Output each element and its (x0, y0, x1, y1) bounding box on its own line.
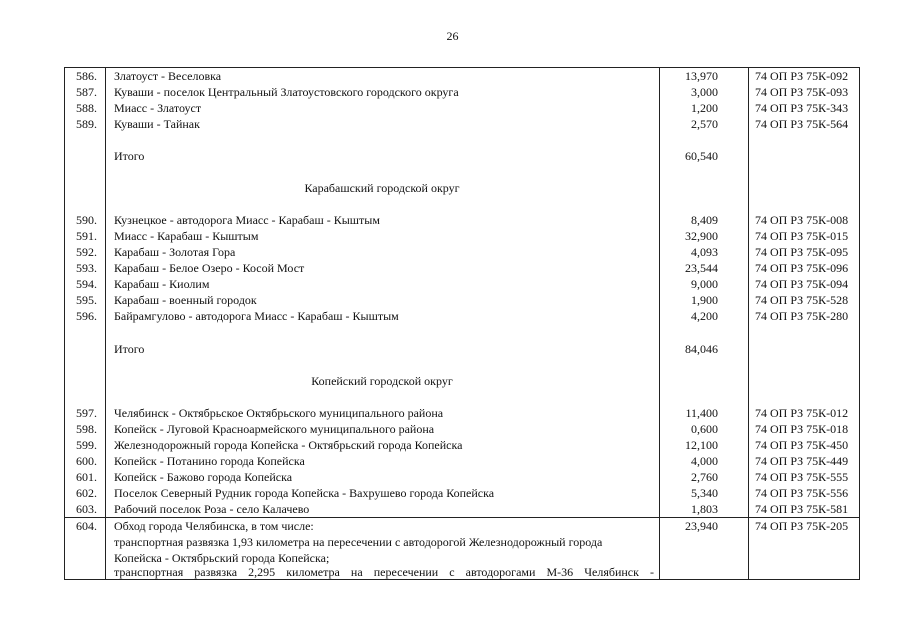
road-name: Златоуст - Веселовка (114, 69, 222, 83)
row-number: 586. (76, 69, 97, 83)
road-name: Карабаш - Золотая Гора (114, 245, 236, 259)
road-name: Байрамгулово - автодорога Миасс - Карабаш - Кыштым (114, 309, 399, 323)
road-name: Рабочий поселок Роза - село Калачево (114, 502, 310, 516)
road-length: 5,340 (691, 486, 718, 500)
road-length: 11,400 (685, 406, 718, 420)
road-length: 23,544 (685, 261, 718, 275)
table-row (65, 485, 859, 501)
table-row (65, 244, 859, 260)
table-row (65, 405, 859, 421)
row-number: 591. (76, 229, 97, 243)
road-name: Челябинск - Октябрьское Октябрьского муниципального района (114, 406, 444, 420)
road-code: 74 ОП РЗ 75К-018 (755, 422, 849, 436)
total-value: 84,046 (685, 342, 718, 356)
road-code: 74 ОП РЗ 75К-008 (755, 213, 849, 227)
row-number: 603. (76, 502, 97, 516)
road-code: 74 ОП РЗ 75К-205 (755, 519, 849, 533)
road-name: Карабаш - военный городок (114, 293, 257, 307)
table-row (65, 228, 859, 244)
road-name: Куваши - Тайнак (114, 117, 200, 131)
road-length: 4,200 (691, 309, 718, 323)
road-length: 9,000 (691, 277, 718, 291)
total-row (65, 148, 859, 164)
table-row (65, 518, 859, 534)
road-name: Карабаш - Киолим (114, 277, 210, 291)
page-number: 26 (446, 29, 459, 43)
row-number: 597. (76, 406, 97, 420)
row-number: 600. (76, 454, 97, 468)
road-name: Копейск - Бажово города Копейска (114, 470, 293, 484)
table-row (65, 100, 859, 116)
table-row (65, 84, 859, 100)
road-length: 12,100 (685, 438, 718, 452)
road-length: 8,409 (691, 213, 718, 227)
road-name: Карабаш - Белое Озеро - Косой Мост (114, 261, 305, 275)
sub-item-text: транспортная развязка 1,93 километра на пересечении с автодорогой Железнодорожный города (114, 535, 603, 549)
road-code: 74 ОП РЗ 75К-012 (755, 406, 849, 420)
road-name: Поселок Северный Рудник города Копейска - Вахрушево города Копейска (114, 486, 495, 500)
row-number: 602. (76, 486, 97, 500)
road-code: 74 ОП РЗ 75К-564 (755, 117, 849, 131)
road-length: 2,570 (691, 117, 718, 131)
road-length: 32,900 (685, 229, 718, 243)
table-row (65, 501, 859, 517)
road-code: 74 ОП РЗ 75К-556 (755, 486, 849, 500)
road-code: 74 ОП РЗ 75К-095 (755, 245, 849, 259)
total-label: Итого (114, 342, 145, 356)
row-number: 590. (76, 213, 97, 227)
section-title: Карабашский городской округ (304, 181, 460, 195)
road-code: 74 ОП РЗ 75К-581 (755, 502, 849, 516)
table-row (65, 68, 859, 84)
road-code: 74 ОП РЗ 75К-094 (755, 277, 849, 291)
row-number: 601. (76, 470, 97, 484)
total-row (65, 341, 859, 357)
table-row (65, 308, 859, 324)
road-length: 4,093 (691, 245, 718, 259)
table-row (65, 212, 859, 228)
road-name: Железнодорожный города Копейска - Октябрьский города Копейска (114, 438, 463, 452)
row-number: 588. (76, 101, 97, 115)
road-length: 3,000 (691, 85, 718, 99)
table-row (65, 469, 859, 485)
road-length: 4,000 (691, 454, 718, 468)
road-length: 1,803 (691, 502, 718, 516)
road-length: 0,600 (691, 422, 718, 436)
road-length: 1,200 (691, 101, 718, 115)
row-number: 594. (76, 277, 97, 291)
road-length: 13,970 (685, 69, 718, 83)
road-name: Миасс - Карабаш - Кыштым (114, 229, 259, 243)
table-row (65, 116, 859, 132)
row-number: 598. (76, 422, 97, 436)
road-code: 74 ОП РЗ 75К-280 (755, 309, 849, 323)
sub-item-text: транспортная развязка 2,295 километра на пересечении с автодорогами М-36 Челябинск - (114, 565, 654, 579)
table-row (65, 276, 859, 292)
sub-item-line (65, 564, 859, 580)
road-code: 74 ОП РЗ 75К-092 (755, 69, 849, 83)
road-code: 74 ОП РЗ 75К-555 (755, 470, 849, 484)
section-title: Копейский городской округ (311, 374, 453, 388)
sub-item-line (65, 534, 859, 550)
road-name: Миасс - Златоуст (114, 101, 202, 115)
road-name: Копейск - Луговой Красноармейского муниципального района (114, 422, 435, 436)
road-length: 1,900 (691, 293, 718, 307)
row-number: 596. (76, 309, 97, 323)
road-length: 2,760 (691, 470, 718, 484)
row-number: 599. (76, 438, 97, 452)
road-code: 74 ОП РЗ 75К-096 (755, 261, 849, 275)
road-code: 74 ОП РЗ 75К-450 (755, 438, 849, 452)
total-value: 60,540 (685, 149, 718, 163)
row-number: 592. (76, 245, 97, 259)
road-code: 74 ОП РЗ 75К-093 (755, 85, 849, 99)
road-code: 74 ОП РЗ 75К-528 (755, 293, 849, 307)
roads-table (64, 67, 860, 580)
table-row (65, 292, 859, 308)
row-number: 595. (76, 293, 97, 307)
road-code: 74 ОП РЗ 75К-015 (755, 229, 849, 243)
table-row (65, 453, 859, 469)
row-number: 589. (76, 117, 97, 131)
table-row (65, 260, 859, 276)
road-name: Кузнецкое - автодорога Миасс - Карабаш - Кыштым (114, 213, 380, 227)
road-code: 74 ОП РЗ 75К-343 (755, 101, 849, 115)
sub-item-text: Копейска - Октябрьский города Копейска; (114, 551, 330, 565)
road-name: Куваши - поселок Центральный Златоустовского городского округа (114, 85, 459, 99)
road-name: Обход города Челябинска, в том числе: (114, 519, 314, 533)
road-name: Копейск - Потанино города Копейска (114, 454, 305, 468)
total-label: Итого (114, 149, 145, 163)
table-row (65, 421, 859, 437)
row-number: 593. (76, 261, 97, 275)
row-number: 604. (76, 519, 97, 533)
road-length: 23,940 (685, 519, 718, 533)
row-number: 587. (76, 85, 97, 99)
road-code: 74 ОП РЗ 75К-449 (755, 454, 849, 468)
table-row (65, 437, 859, 453)
